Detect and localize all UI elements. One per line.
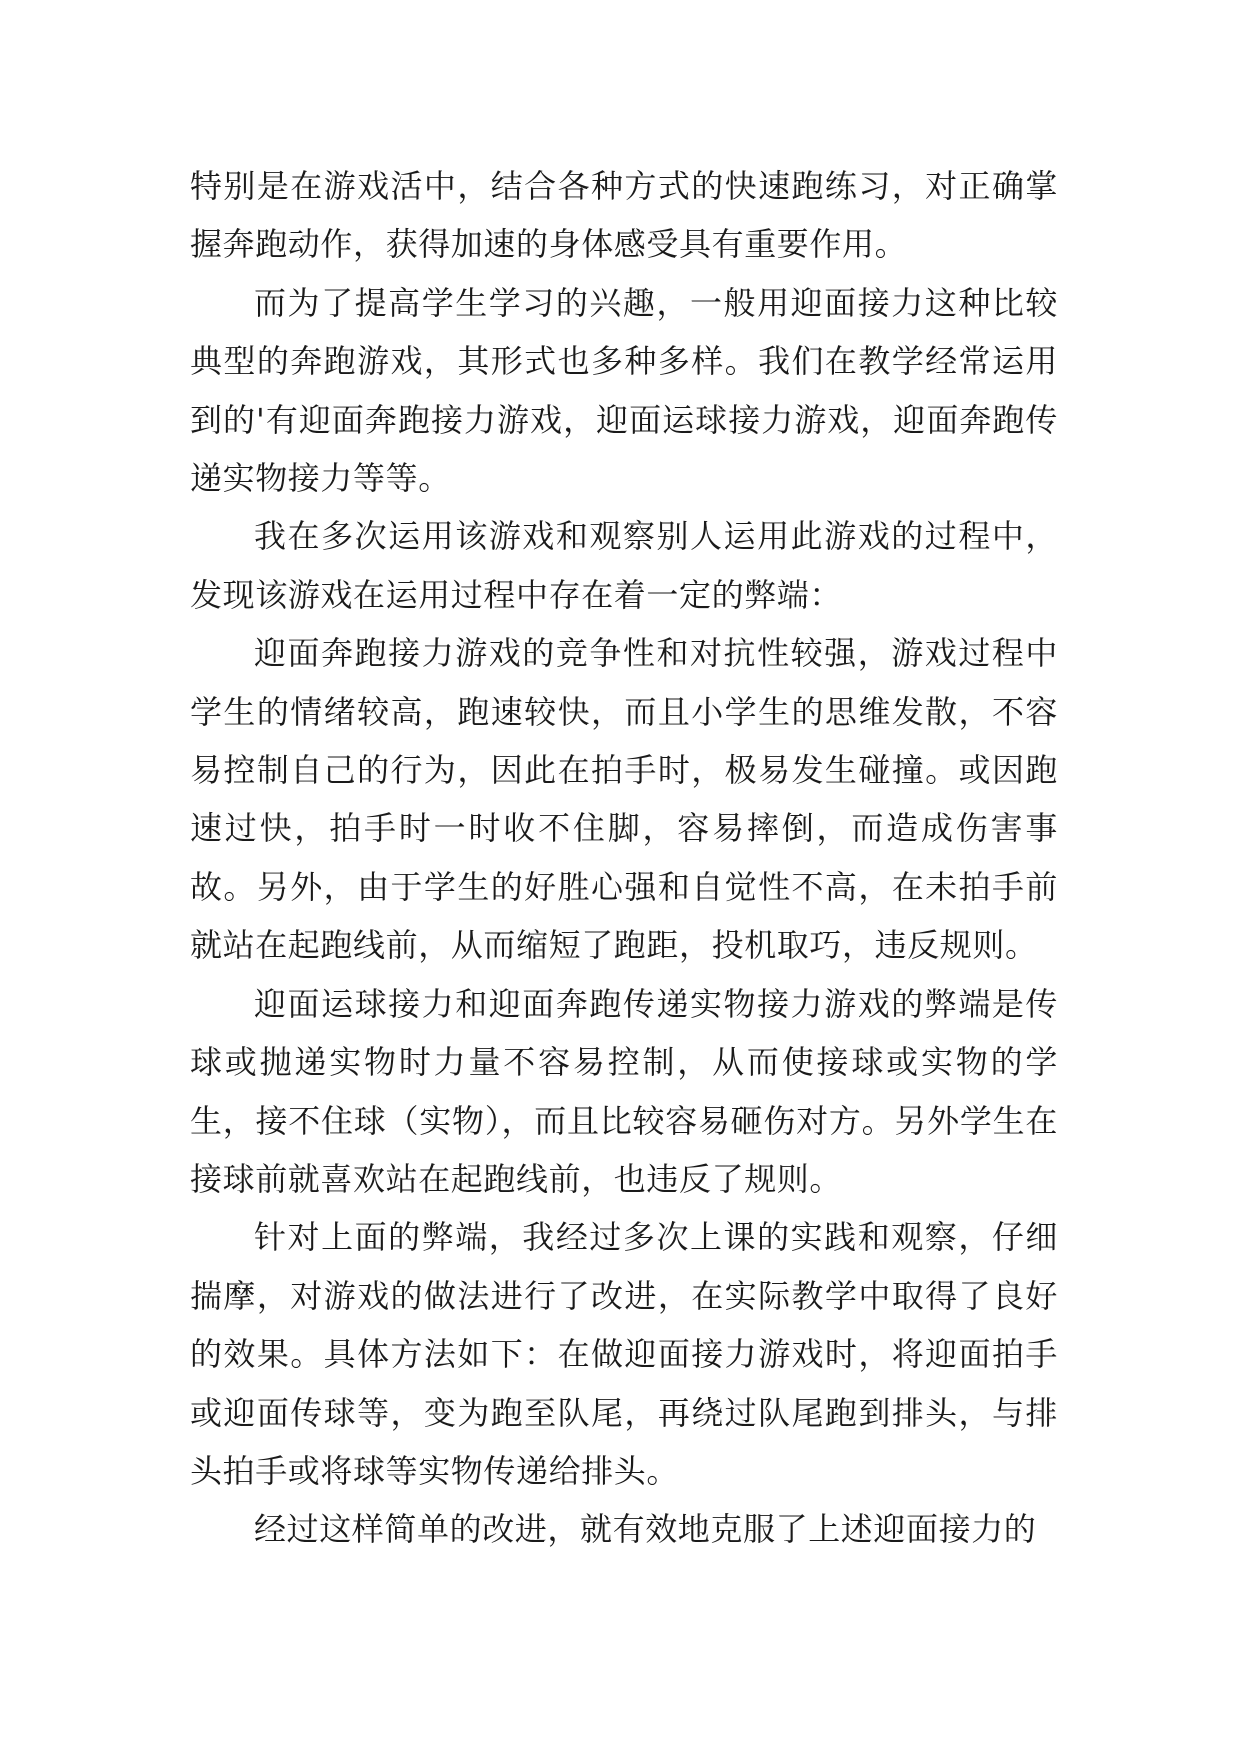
paragraph-7: 经过这样简单的改进，就有效地克服了上述迎面接力的 bbox=[254, 1510, 1037, 1549]
paragraph-2: 而为了提高学生学习的兴趣，一般用迎面接力这种比较典型的奔跑游戏，其形式也多种多样。我们在教学经常运用到的'有迎面奔跑接力游戏，迎面运球接力游戏，迎面奔跑传递实物接力等等。 bbox=[190, 283, 1058, 498]
paragraph-4: 迎面奔跑接力游戏的竞争性和对抗性较强，游戏过程中学生的情绪较高，跑速较快，而且小学生的思维发散，不容易控制自己的行为，因此在拍手时，极易发生碰撞。或因跑速过快，拍手时一时收不住脚，容易摔倒，而造成伤害事故。另外，由于学生的好胜心强和自觉性不高，在未拍手前就站在起跑线前，从而缩短了跑距，投机取巧，违反规则。 bbox=[190, 634, 1058, 965]
paragraph-6: 针对上面的弊端，我经过多次上课的实践和观察，仔细揣摩，对游戏的做法进行了改进，在实际教学中取得了良好的效果。具体方法如下：在做迎面接力游戏时，将迎面拍手或迎面传球等，变为跑至队尾，再绕过队尾跑到排头，与排头拍手或将球等实物传递给排头。 bbox=[190, 1218, 1058, 1490]
paragraph-5: 迎面运球接力和迎面奔跑传递实物接力游戏的弊端是传球或抛递实物时力量不容易控制，从而使接球或实物的学生，接不住球（实物），而且比较容易砸伤对方。另外学生在接球前就喜欢站在起跑线前，也违反了规则。 bbox=[190, 984, 1058, 1198]
body-text bbox=[190, 157, 1058, 1559]
paragraph-1: 特别是在游戏活中，结合各种方式的快速跑练习，对正确掌握奔跑动作，获得加速的身体感受具有重要作用。 bbox=[190, 167, 1058, 264]
paragraph-3: 我在多次运用该游戏和观察别人运用此游戏的过程中，发现该游戏在运用过程中存在着一定的弊端： bbox=[190, 517, 1058, 614]
